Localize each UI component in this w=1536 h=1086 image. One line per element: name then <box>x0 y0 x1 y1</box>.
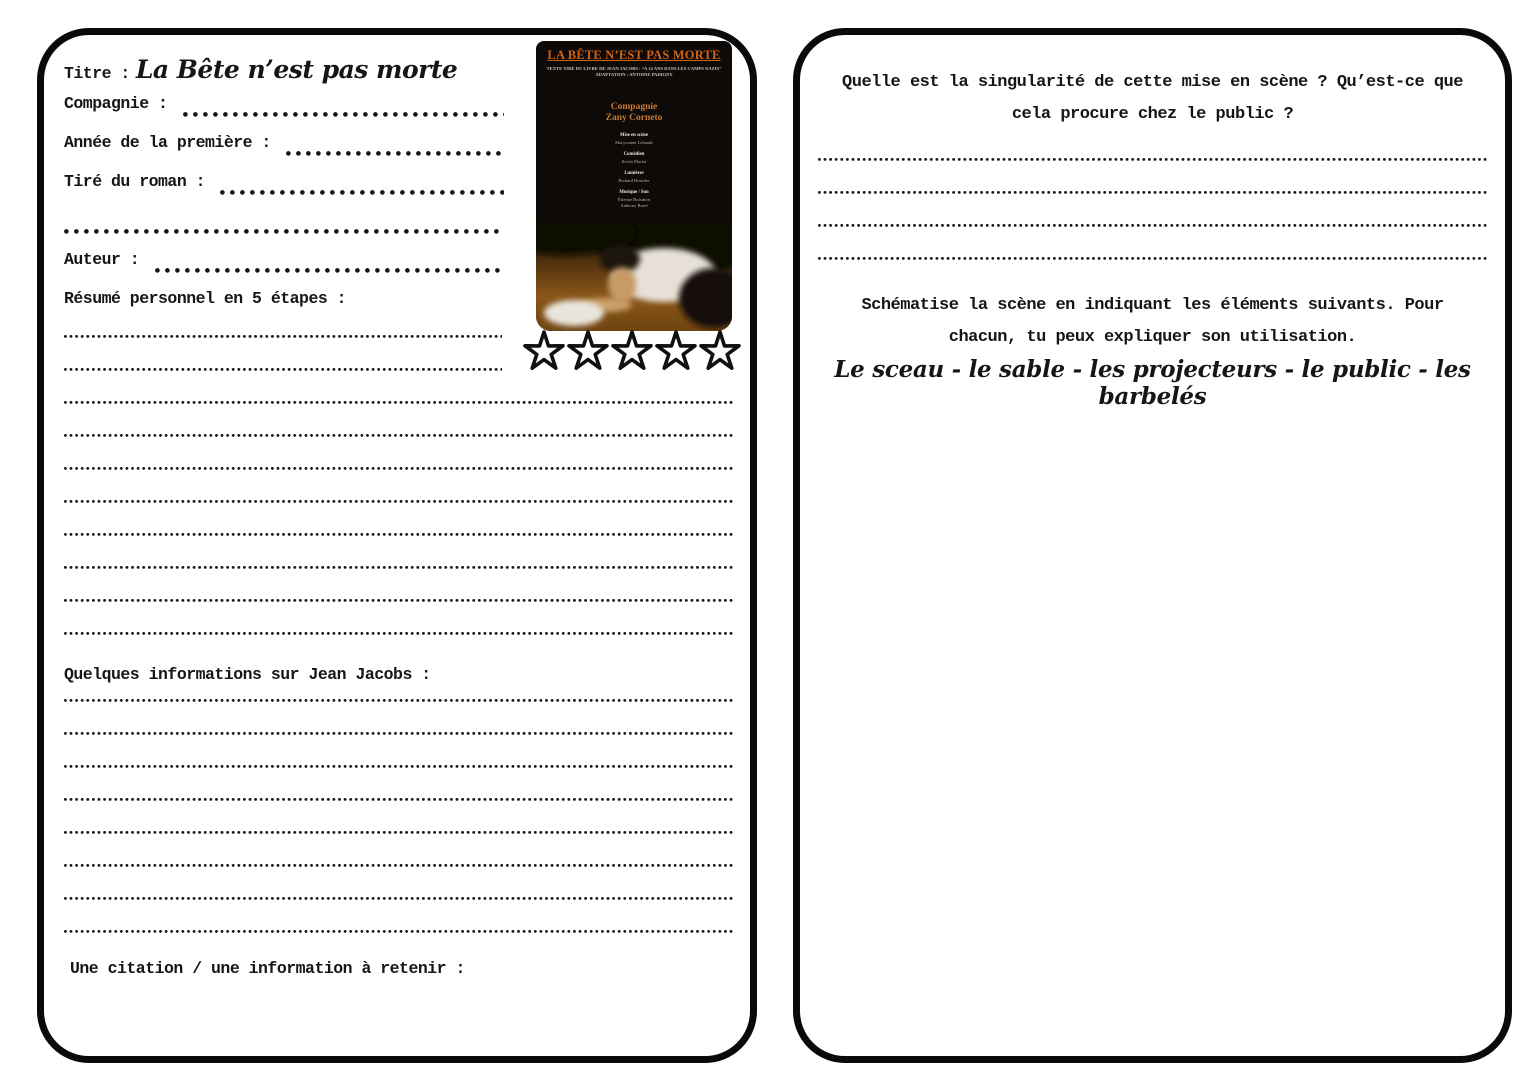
star-icon <box>522 330 566 371</box>
dotted-writing-line <box>64 798 734 801</box>
dotted-writing-line <box>64 500 734 503</box>
resume-full-lines <box>64 401 734 635</box>
question-line2: cela procure chez le public ? <box>1011 105 1294 124</box>
dotted-writing-line <box>64 533 734 536</box>
poster-subtitle <box>536 66 732 78</box>
star-icon <box>698 330 742 371</box>
compagnie-blank <box>183 112 504 117</box>
dotted-writing-line <box>64 632 734 635</box>
dotted-writing-line <box>64 699 734 702</box>
dotted-writing-line <box>64 566 734 569</box>
dotted-writing-line <box>64 864 734 867</box>
roman-continuation-blank <box>64 229 504 234</box>
field-compagnie <box>64 94 504 120</box>
field-roman-continuation <box>64 211 504 237</box>
question-line1: Quelle est la singularité de cette mise en scène ? Qu’est-ce que <box>842 73 1463 92</box>
dotted-writing-line <box>818 191 1487 194</box>
instruction-line2: chacun, tu peux expliquer son utilisation. <box>948 328 1357 347</box>
annee-blank <box>286 151 504 156</box>
star-icon <box>610 330 654 371</box>
compagnie-label: Compagnie : <box>64 94 177 113</box>
dotted-writing-line <box>64 467 734 470</box>
roman-label: Tiré du roman : <box>64 172 215 191</box>
info-lines <box>64 699 734 933</box>
right-panel <box>793 28 1512 1063</box>
credit-comedien: Comédien Kevin Marlot <box>621 152 647 164</box>
field-auteur <box>64 250 504 276</box>
dotted-writing-line <box>64 732 734 735</box>
dotted-writing-line <box>64 434 734 437</box>
poster-credits <box>536 133 732 210</box>
poster-photo <box>536 223 732 331</box>
dotted-writing-line <box>818 224 1487 227</box>
dotted-writing-line <box>818 158 1487 161</box>
star-icon <box>566 330 610 371</box>
poster-title: LA BÊTE N’EST PAS MORTE <box>547 48 721 62</box>
poster-company-label: Compagnie <box>610 102 658 112</box>
titre-label: Titre : <box>64 64 130 83</box>
dotted-writing-line <box>64 401 734 404</box>
auteur-label: Auteur : <box>64 250 149 269</box>
play-poster <box>536 41 732 331</box>
stage-elements-list: Le sceau - le sable - les projecteurs - le public - les barbelés <box>834 356 1471 410</box>
star-rating <box>522 330 742 371</box>
dotted-writing-line <box>64 368 502 371</box>
dotted-writing-line <box>64 599 734 602</box>
field-annee <box>64 133 504 159</box>
question-heading <box>818 67 1487 131</box>
poster-subtitle-line2: ADAPTATION : ANTOINE PADIGNY <box>595 72 673 77</box>
info-heading: Quelques informations sur Jean Jacobs : <box>64 665 431 684</box>
instruction-heading <box>818 290 1487 354</box>
auteur-blank <box>155 268 504 273</box>
drawing-area <box>818 410 1487 1050</box>
instruction-line1: Schématise la scène en indiquant les éléments suivants. Pour <box>861 296 1444 315</box>
resume-short-lines <box>64 335 502 371</box>
citation-heading: Une citation / une information à retenir : <box>70 959 465 978</box>
field-titre <box>64 55 504 84</box>
dotted-writing-line <box>64 765 734 768</box>
poster-company-name: Zany Corneto <box>605 113 663 123</box>
dotted-writing-line <box>64 930 734 933</box>
dotted-writing-line <box>64 335 502 338</box>
answer-lines <box>818 158 1487 260</box>
poster-subtitle-line1: TEXTE TIRÉ DU LIVRE DE JEAN JACOBS : “A 14 ANS DANS LES CAMPS NAZIS” <box>546 66 722 71</box>
poster-company <box>536 102 732 124</box>
dotted-writing-line <box>64 897 734 900</box>
left-panel <box>37 28 757 1063</box>
credit-lumieres: Lumières Richard Hourlier <box>618 171 650 183</box>
field-roman <box>64 172 504 198</box>
resume-heading: Résumé personnel en 5 étapes : <box>64 289 347 308</box>
dotted-writing-line <box>818 257 1487 260</box>
annee-label: Année de la première : <box>64 133 281 152</box>
credit-musique-son: Musique / Son Étienne Boisdron Anthony Barré <box>617 190 651 208</box>
roman-blank <box>220 190 504 195</box>
titre-value: La Bête n’est pas morte <box>135 55 458 84</box>
credit-mise-en-scene: Mise en scène Maryvonne Lebaudi <box>615 133 653 145</box>
play-info-fields <box>64 55 504 276</box>
dotted-writing-line <box>64 831 734 834</box>
star-icon <box>654 330 698 371</box>
